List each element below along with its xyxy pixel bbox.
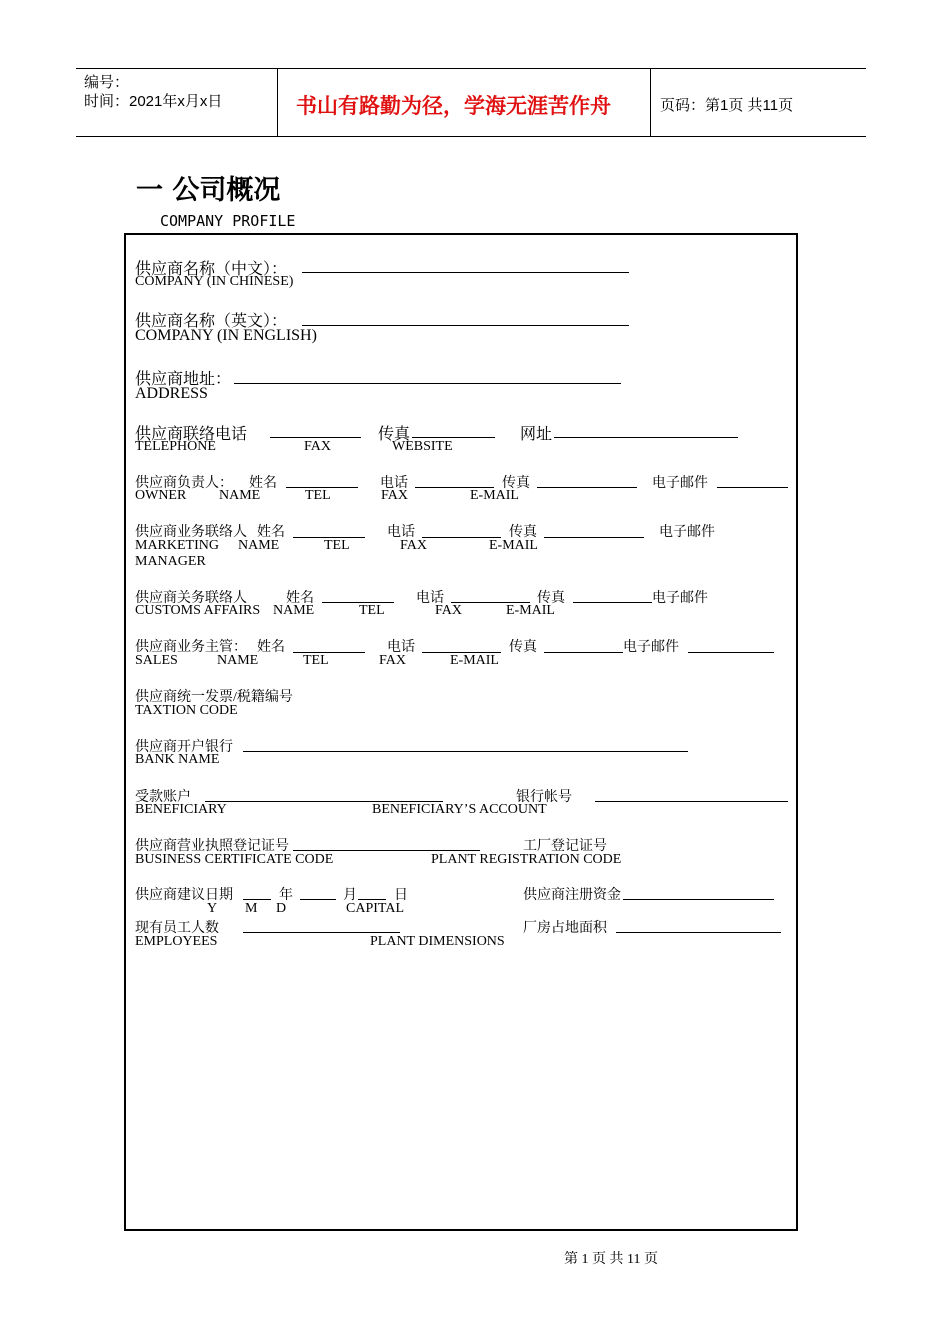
marketing-name-label: 姓名 xyxy=(257,525,285,540)
area-en-label: PLANT DIMENSIONS xyxy=(370,934,505,949)
sales-name-en-label: NAME xyxy=(217,653,259,668)
bank-en-label: BANK NAME xyxy=(135,752,220,767)
founded-label: 供应商建议日期 xyxy=(135,888,233,903)
customs-label: 供应商关务联络人 xyxy=(135,591,247,606)
owner-name-label: 姓名 xyxy=(249,476,277,491)
sales-label: 供应商业务主管： xyxy=(135,640,247,655)
website-label: 网址 xyxy=(520,426,553,443)
marketing-email-en-label: E-MAIL xyxy=(489,538,538,553)
marketing-tel-en-label: TEL xyxy=(324,538,350,553)
website-blank[interactable] xyxy=(554,437,738,438)
header-divider-right xyxy=(650,68,651,136)
area-label: 厂房占地面积 xyxy=(523,921,607,936)
phone-label: 供应商联络电话 xyxy=(135,426,248,443)
sales-email-en-label: E-MAIL xyxy=(450,653,499,668)
header-bottom-border xyxy=(76,136,866,137)
sales-name-label: 姓名 xyxy=(257,640,285,655)
owner-email-label: 电子邮件 xyxy=(652,476,708,491)
owner-tel-en-label: TEL xyxy=(305,488,331,503)
owner-fax-blank[interactable] xyxy=(537,487,637,488)
owner-email-en-label: E-MAIL xyxy=(470,488,519,503)
name-en-label: 供应商名称（英文）： xyxy=(135,313,288,330)
license-label: 供应商营业执照登记证号 xyxy=(135,839,289,854)
capital-blank[interactable] xyxy=(623,899,774,900)
customs-name-en-label: NAME xyxy=(273,603,315,618)
license-blank[interactable] xyxy=(293,850,480,851)
employees-label: 现有员工人数 xyxy=(135,921,219,936)
customs-tel-label: 电话 xyxy=(416,591,444,606)
telephone-en-label: TELEPHONE xyxy=(135,439,216,454)
owner-fax-label: 传真 xyxy=(502,476,530,491)
marketing-tel-label: 电话 xyxy=(387,525,415,540)
name-cn-label: 供应商名称（中文）： xyxy=(135,261,288,278)
license-en-label: BUSINESS CERTIFICATE CODE xyxy=(135,852,334,867)
capital-label: 供应商注册资金 xyxy=(523,888,621,903)
name-en-en-label: COMPANY (IN ENGLISH) xyxy=(135,327,317,344)
founded-d-en-label: D xyxy=(276,901,287,916)
employees-blank[interactable] xyxy=(243,932,400,933)
customs-name-label: 姓名 xyxy=(286,591,314,606)
name-cn-blank[interactable] xyxy=(302,272,629,273)
founded-year-blank[interactable] xyxy=(243,899,271,900)
owner-tel-label: 电话 xyxy=(380,476,408,491)
customs-email-label: 电子邮件 xyxy=(652,591,708,606)
website-en-label: WEBSITE xyxy=(392,439,453,454)
header-divider-left xyxy=(277,68,278,136)
name-en-blank[interactable] xyxy=(302,325,629,326)
sales-en-label: SALES xyxy=(135,653,178,668)
marketing-fax-blank[interactable] xyxy=(544,537,644,538)
phone-blank[interactable] xyxy=(270,437,361,438)
founded-m-en-label: M xyxy=(245,901,258,916)
sales-fax-label: 传真 xyxy=(509,640,537,655)
founded-month-label: 月 xyxy=(343,888,357,903)
owner-name-en-label: NAME xyxy=(219,488,261,503)
owner-label: 供应商负责人： xyxy=(135,476,233,491)
marketing-email-label: 电子邮件 xyxy=(659,525,715,540)
bank-blank[interactable] xyxy=(243,751,688,752)
owner-en-label: OWNER xyxy=(135,488,187,503)
address-label: 供应商地址： xyxy=(135,371,232,388)
address-blank[interactable] xyxy=(234,383,621,384)
tax-label: 供应商统一发票/税籍编号 xyxy=(135,690,293,705)
bank-label: 供应商开户银行 xyxy=(135,740,233,755)
header-page-info: 页码：第1页 共11页 xyxy=(660,97,794,114)
marketing-fax-en-label: FAX xyxy=(400,538,427,553)
founded-day-label: 日 xyxy=(394,888,408,903)
employees-en-label: EMPLOYEES xyxy=(135,934,218,949)
sales-fax-blank[interactable] xyxy=(544,652,623,653)
sales-tel-en-label: TEL xyxy=(303,653,329,668)
owner-fax-en-label: FAX xyxy=(381,488,408,503)
address-en-label: ADDRESS xyxy=(135,385,208,402)
customs-email-en-label: E-MAIL xyxy=(506,603,555,618)
beneficiary-en-label: BENEFICIARY xyxy=(135,802,227,817)
sales-email-label: 电子邮件 xyxy=(623,640,679,655)
customs-tel-en-label: TEL xyxy=(359,603,385,618)
customs-en-label: CUSTOMS AFFAIRS xyxy=(135,603,261,618)
fax-label: 传真 xyxy=(378,426,411,443)
header-motto: 书山有路勤为径，学海无涯苦作舟 xyxy=(296,94,611,118)
founded-month-blank[interactable] xyxy=(300,899,336,900)
marketing-fax-label: 传真 xyxy=(509,525,537,540)
account-en-label: BENEFICIARY’S ACCOUNT xyxy=(372,802,547,817)
plant-reg-en-label: PLANT REGISTRATION CODE xyxy=(431,852,622,867)
beneficiary-label: 受款账户 xyxy=(135,790,191,805)
section-title-en: COMPANY PROFILE xyxy=(160,212,296,230)
name-cn-en-label: COMPANY (IN CHINESE) xyxy=(135,274,294,289)
account-blank[interactable] xyxy=(595,801,788,802)
founded-day-blank[interactable] xyxy=(358,899,386,900)
customs-fax-label: 传真 xyxy=(537,591,565,606)
customs-fax-en-label: FAX xyxy=(435,603,462,618)
marketing-name-en-label: NAME xyxy=(238,538,280,553)
sales-fax-en-label: FAX xyxy=(379,653,406,668)
header-number-label: 编号： xyxy=(84,74,130,91)
header-top-border xyxy=(76,68,866,69)
founded-y-en-label: Y xyxy=(207,901,218,916)
tax-en-label: TAXTION CODE xyxy=(135,703,238,718)
capital-en-label: CAPITAL xyxy=(346,901,404,916)
fax-en-label: FAX xyxy=(304,439,331,454)
section-title-cn: 一 公司概况 xyxy=(136,175,281,206)
plant-reg-label: 工厂登记证号 xyxy=(523,839,607,854)
fax-blank[interactable] xyxy=(412,437,495,438)
header-time-label: 时间：2021年x月x日 xyxy=(84,93,223,110)
footer-page-number: 第 1 页 共 11 页 xyxy=(564,1252,658,1267)
founded-year-label: 年 xyxy=(279,888,293,903)
customs-fax-blank[interactable] xyxy=(573,602,652,603)
marketing-label: 供应商业务联络人 xyxy=(135,525,247,540)
marketing-en-label: MARKETING xyxy=(135,538,219,553)
area-blank[interactable] xyxy=(616,932,781,933)
account-label: 银行帐号 xyxy=(516,790,572,805)
sales-email-blank[interactable] xyxy=(688,652,774,653)
owner-email-blank[interactable] xyxy=(717,487,788,488)
marketing-en-label-2: MANAGER xyxy=(135,554,206,569)
sales-tel-label: 电话 xyxy=(387,640,415,655)
